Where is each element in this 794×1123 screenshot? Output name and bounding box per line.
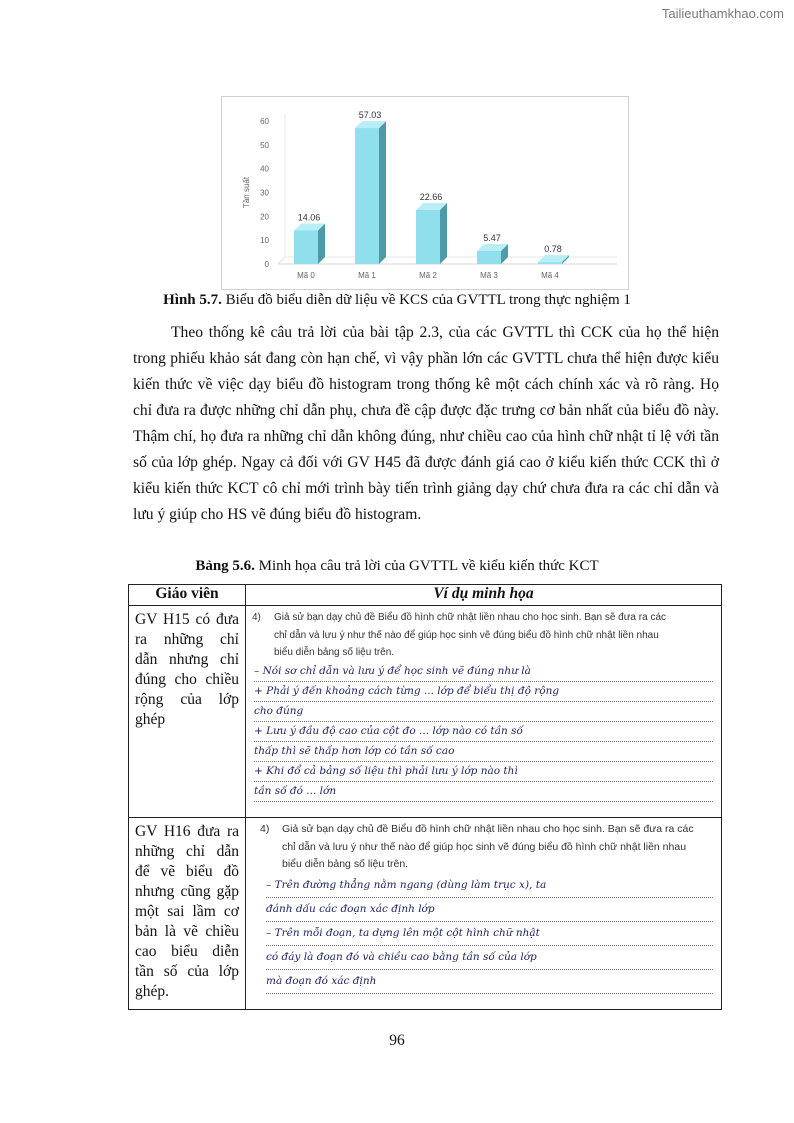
handwritten-line: đánh dấu các đoạn xác định lớp xyxy=(266,898,713,922)
x-tick-label: Mã 3 xyxy=(480,271,498,280)
question-line: chỉ dẫn và lưu ý như thế nào để giúp học sinh vẽ đúng biểu đồ hình chữ nhật liền nhau xyxy=(274,629,659,641)
example-cell xyxy=(246,606,722,818)
handwritten-answer xyxy=(246,874,721,994)
x-tick-label: Mã 1 xyxy=(358,271,376,280)
handwritten-line: + Lưu ý đầu độ cao của cột đo ... lớp nào có tần số xyxy=(254,722,713,742)
bar-0 xyxy=(294,230,318,264)
handwritten-line: + Phải ý đến khoảng cách từng ... lớp để biểu thị độ rộng xyxy=(254,682,713,702)
figure-caption-text: Biểu đồ biểu diễn dữ liệu về KCS của GVTTL trong thực nghiệm 1 xyxy=(221,292,631,308)
page-number: 96 xyxy=(389,1032,405,1049)
bar-side-0 xyxy=(318,223,325,264)
teacher-cell: GV H15 có đưa ra những chỉ dẫn nhưng chỉ đúng cho chiều rộng của lớp ghép xyxy=(129,606,246,818)
question-line: chỉ dẫn và lưu ý như thế nào để giúp học sinh vẽ đúng biểu đồ hình chữ nhật liền nhau xyxy=(282,840,687,853)
handwritten-line: – Trên mỗi đoạn, ta dựng lên một cột hình chữ nhật xyxy=(266,922,713,946)
y-tick-label: 60 xyxy=(260,117,269,126)
question-number: 4) xyxy=(252,612,261,623)
bar-chart-svg xyxy=(222,97,628,289)
y-tick-label: 10 xyxy=(260,236,269,246)
example-table xyxy=(128,584,722,1010)
bar-3 xyxy=(477,251,501,264)
y-tick-label: 50 xyxy=(260,140,269,150)
x-tick-label: Mã 0 xyxy=(297,271,315,280)
question-text xyxy=(246,818,721,874)
table-header-row xyxy=(129,585,722,606)
bar-1 xyxy=(355,128,379,264)
table-caption-text: Minh họa câu trả lời của GVTTL về kiểu kiến thức KCT xyxy=(254,558,599,574)
question-line: Giả sử bạn dạy chủ đề Biểu đồ hình chữ nhật liền nhau cho học sinh. Bạn sẽ đưa ra các xyxy=(274,612,667,623)
handwritten-line: + Khi đổ cả bảng số liệu thì phải lưu ý lớp nào thì xyxy=(254,762,713,782)
handwritten-line: mà đoạn đó xác định xyxy=(266,970,713,994)
floor-side-line xyxy=(278,257,285,264)
bar-4 xyxy=(538,262,562,264)
body-paragraph: Theo thống kê câu trả lời của bài tập 2.3, của các GVTTL thì CCK của họ thể hiện trong phiếu khảo sát đang còn hạn chế, vì vậy phần lớn các GVTTL chưa thể hiện được kiểu kiến thức về việc dạy biểu đồ histogram trong thống kê một cách chính xác và rõ ràng. Họ chỉ đưa ra được những chỉ dẫn phụ, chưa đề cập được đặc trưng cơ bản nhất của biểu đồ này. Thậm chí, họ đưa ra những chỉ dẫn không đúng, như chiều cao của hình chữ nhật tỉ lệ với tần số của lớp ghép. Ngay cả đối với GV H45 đã được đánh giá cao ở kiểu kiến thức CCK thì ở kiểu kiến thức KCT cô chỉ mới trình bày tiến trình giảng dạy chứ chưa đưa ra các chỉ dẫn và lưu ý giúp cho HS vẽ đúng biểu đồ histogram. xyxy=(133,324,719,523)
bar-value-label: 57.03 xyxy=(358,110,382,121)
table-caption xyxy=(0,558,794,575)
handwritten-line: tần số đó ... lớn xyxy=(254,782,713,802)
handwritten-line: – Nói sơ chỉ dẫn và lưu ý để học sinh vẽ đúng như là xyxy=(254,662,713,682)
watermark: Tailieuthamkhao.com xyxy=(661,6,784,21)
handwritten-line: cho đúng xyxy=(254,702,713,722)
table-caption-label: Bảng 5.6. xyxy=(195,558,255,574)
figure-caption xyxy=(0,292,794,309)
x-tick-label: Mã 2 xyxy=(419,271,437,280)
y-tick-label: 40 xyxy=(260,164,269,174)
figure-caption-label: Hình 5.7. xyxy=(163,292,222,308)
bar-value-label: 0.78 xyxy=(544,244,562,255)
bar-side-2 xyxy=(440,203,447,264)
bar-2 xyxy=(416,210,440,264)
bar-side-1 xyxy=(379,121,386,264)
question-text xyxy=(246,606,721,662)
teacher-cell: GV H16 đưa ra những chỉ dẫn để vẽ biểu đồ nhưng cũng gặp một sai lầm cơ bản là vẽ chiều cao biểu diễn tần số của lớp ghép. xyxy=(129,818,246,1010)
question-line: biểu diễn bảng số liệu trên. xyxy=(282,858,409,870)
handwritten-line: – Trên đường thẳng nằm ngang (dùng làm trục x), ta xyxy=(266,874,713,898)
table-row xyxy=(129,606,722,818)
y-tick-label: 30 xyxy=(260,188,269,198)
question-line: biểu diễn bảng số liệu trên. xyxy=(274,647,395,658)
header-example: Ví dụ minh họa xyxy=(246,585,722,606)
handwritten-line: thấp thì sẽ thấp hơn lớp có tần số cao xyxy=(254,742,713,762)
example-cell xyxy=(246,818,722,1010)
y-axis-label: Tần suất xyxy=(242,176,251,209)
x-tick-label: Mã 4 xyxy=(541,271,559,280)
bar-chart xyxy=(221,96,629,290)
question-line: Giả sử bạn dạy chủ đề Biểu đồ hình chữ nhật liền nhau cho học sinh. Bạn sẽ đưa ra các xyxy=(282,823,694,835)
table-row xyxy=(129,818,722,1010)
handwritten-answer xyxy=(246,662,721,802)
header-teacher: Giáo viên xyxy=(129,585,246,606)
bar-value-label: 5.47 xyxy=(483,232,501,243)
y-tick-label: 0 xyxy=(264,260,269,269)
bar-value-label: 14.06 xyxy=(297,212,321,223)
handwritten-line: có đáy là đoạn đó và chiều cao bằng tần số của lớp xyxy=(266,946,713,970)
bar-value-label: 22.66 xyxy=(419,191,443,202)
question-number: 4) xyxy=(260,823,270,835)
y-tick-label: 20 xyxy=(260,212,269,222)
